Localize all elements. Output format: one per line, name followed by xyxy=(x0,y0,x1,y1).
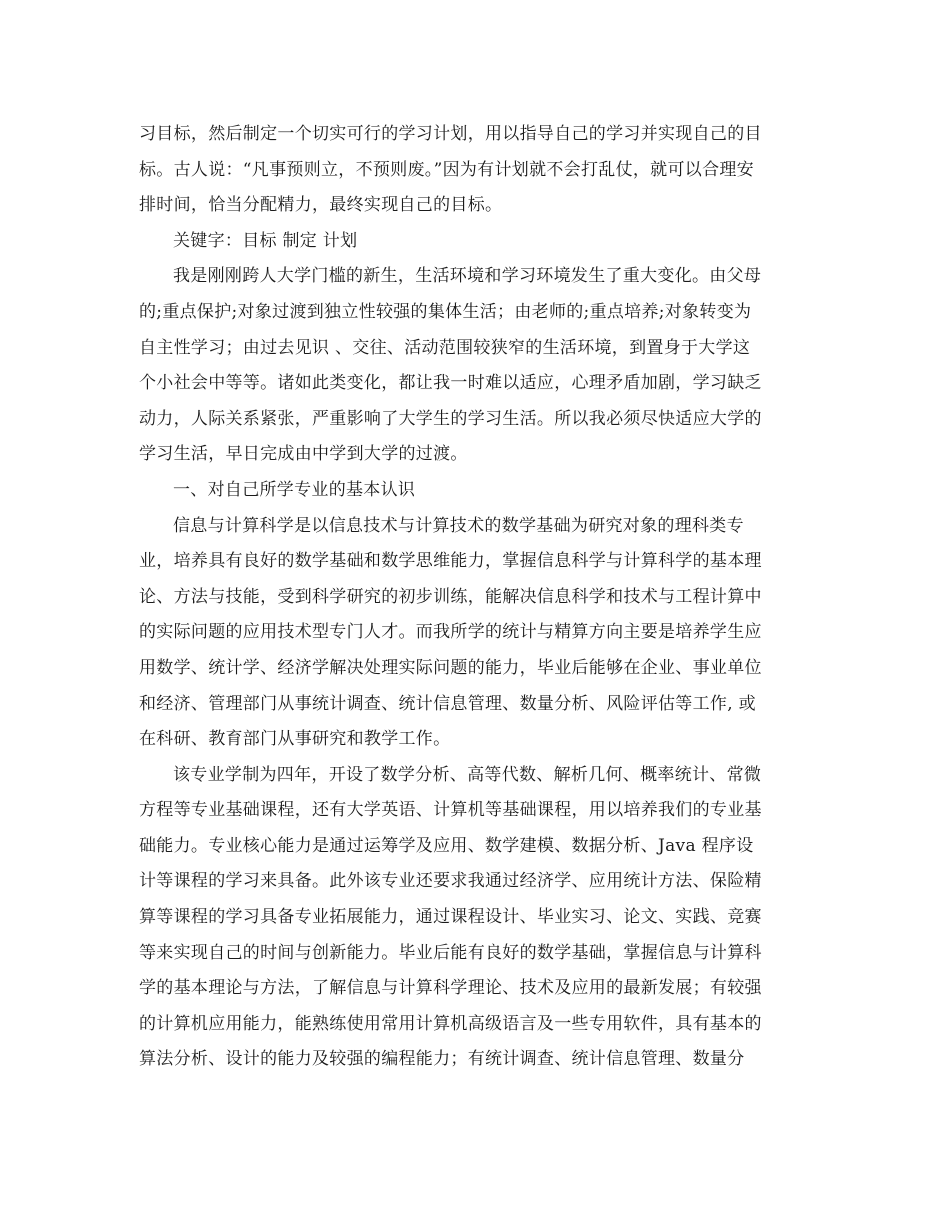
text-line: 自主性学习；由过去见识 、交往、活动范围较狭窄的生活环境，到置身于大学这 xyxy=(139,337,751,358)
paragraph-start-line: 我是刚刚跨人大学门槛的新生，生活环境和学习环境发生了重大变化。由父母 xyxy=(173,266,762,287)
text-line: 学习生活，早日完成由中学到大学的过渡。 xyxy=(139,444,468,465)
text-line: 算法分析、设计的能力及较强的编程能力；有统计调查、统计信息管理、数量分 xyxy=(139,1049,745,1070)
text-line: 和经济、管理部门从事统计调查、统计信息管理、数量分析、风险评估等工作, 或 xyxy=(139,693,756,714)
text-line: 排时间，恰当分配精力，最终实现自己的目标。 xyxy=(139,195,503,216)
section-heading: 一、对自己所学专业的基本认识 xyxy=(173,479,416,500)
text-line: 标。古人说：“凡事预则立，不预则废。”因为有计划就不会打乱仗，就可以合理安 xyxy=(139,159,754,180)
paragraph-start-line: 该专业学制为四年，开设了数学分析、高等代数、解析几何、概率统计、常微 xyxy=(173,764,762,785)
text-line: 础能力。专业核心能力是通过运筹学及应用、数学建模、数据分析、Java 程序设 xyxy=(139,835,754,856)
text-line: 个小社会中等等。诸如此类变化，都让我一时难以适应，心理矛盾加剧，学习缺乏 xyxy=(139,373,762,394)
text-line: 等来实现自己的时间与创新能力。毕业后能有良好的数学基础，掌握信息与计算科 xyxy=(139,942,762,963)
text-line: 在科研、教育部门从事研究和教学工作。 xyxy=(139,729,451,750)
text-line: 的实际问题的应用技术型专门人才。而我所学的统计与精算方向主要是培养学生应 xyxy=(139,622,762,643)
text-line: 论、方法与技能，受到科学研究的初步训练，能解决信息科学和技术与工程计算中 xyxy=(139,586,762,607)
text-line: 计等课程的学习来具备。此外该专业还要求我通过经济学、应用统计方法、保险精 xyxy=(139,871,762,892)
text-line: 动力，人际关系紧张，严重影响了大学生的学习生活。所以我必须尽快适应大学的 xyxy=(139,408,762,429)
text-line: 学的基本理论与方法，了解信息与计算科学理论、技术及应用的最新发展；有较强 xyxy=(139,978,762,999)
text-line: 算等课程的学习具备专业拓展能力，通过课程设计、毕业实习、论文、实践、竞赛 xyxy=(139,907,762,928)
paragraph-start-line: 信息与计算科学是以信息技术与计算技术的数学基础为研究对象的理科类专 xyxy=(173,515,744,536)
text-line: 方程等专业基础课程，还有大学英语、计算机等基础课程，用以培养我们的专业基 xyxy=(139,800,762,821)
text-line: 的;重点保护;对象过渡到独立性较强的集体生活；由老师的;重点培养;对象转变为 xyxy=(139,301,752,322)
body-text xyxy=(139,117,819,1078)
text-line: 习目标，然后制定一个切实可行的学习计划，用以指导自己的学习并实现自己的目 xyxy=(139,124,762,144)
text-line: 用数学、统计学、经济学解决处理实际问题的能力，毕业后能够在企业、事业单位 xyxy=(139,657,762,678)
text-line: 的计算机应用能力，能熟练使用常用计算机高级语言及一些专用软件，具有基本的 xyxy=(139,1013,762,1034)
keywords-line: 关键字：目标 制定 计划 xyxy=(173,230,358,251)
text-line: 业，培养具有良好的数学基础和数学思维能力，掌握信息科学与计算科学的基本理 xyxy=(139,551,762,572)
